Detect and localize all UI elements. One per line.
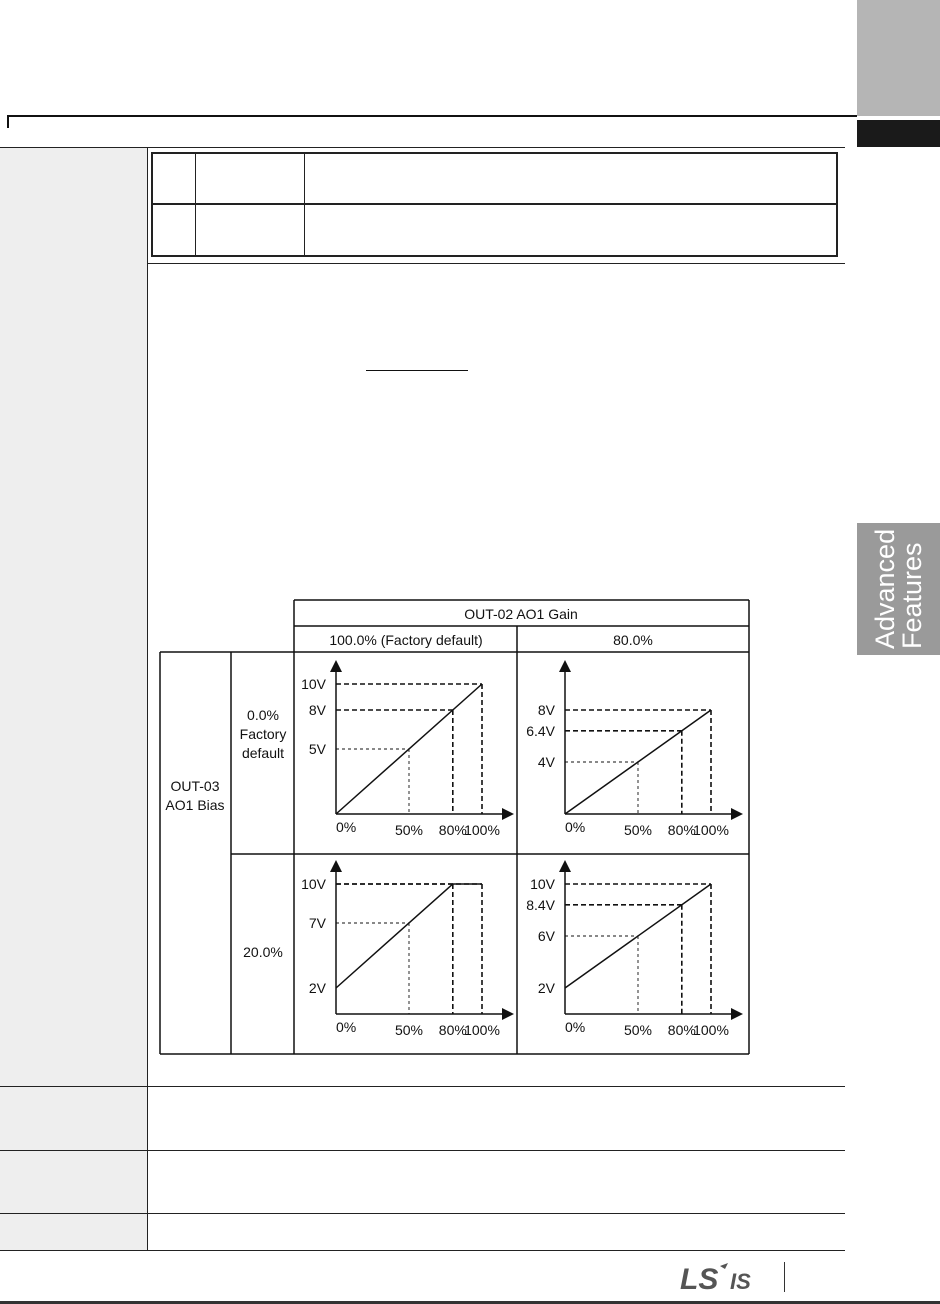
- y-tick-label: 5V: [308, 741, 326, 757]
- y-tick-label: 2V: [537, 980, 555, 996]
- bias-header-line1: OUT-03: [170, 778, 220, 794]
- bias-row2: 20.0%: [243, 944, 283, 960]
- footer-separator: [784, 1262, 785, 1292]
- x-tick-label: 50%: [623, 1022, 653, 1038]
- y-axis-arrow: [559, 860, 571, 872]
- section-tab-line2: Features: [896, 542, 927, 649]
- x-tick-label: 100%: [693, 1022, 729, 1038]
- y-tick-label: 6.4V: [526, 722, 555, 739]
- svg-text:LS: LS: [680, 1263, 719, 1294]
- output-line: [336, 684, 482, 814]
- gain-col-factory: 100.0% (Factory default): [329, 632, 483, 648]
- gain-col-80: 80.0%: [613, 632, 653, 648]
- x-tick-label: 0%: [565, 819, 586, 835]
- gain-header: OUT-02 AO1 Gain: [464, 606, 578, 622]
- x-tick-label: 80%: [667, 822, 696, 838]
- x-tick-label: 100%: [464, 822, 500, 838]
- y-axis-arrow: [330, 860, 342, 872]
- x-axis-arrow: [502, 808, 514, 820]
- x-tick-label: 100%: [693, 822, 729, 838]
- y-tick-label: 8V: [308, 702, 326, 718]
- x-tick-label: 80%: [667, 1022, 696, 1038]
- x-tick-label: 0%: [336, 819, 357, 835]
- y-tick-label: 10V: [301, 676, 326, 692]
- bias-row1-line3: default: [241, 745, 285, 761]
- y-tick-label: 10V: [301, 876, 326, 892]
- y-tick-label: 6V: [537, 928, 555, 944]
- x-tick-label: 80%: [438, 822, 467, 838]
- y-axis-arrow: [330, 660, 342, 672]
- x-axis-arrow: [731, 808, 743, 820]
- x-tick-label: 50%: [623, 822, 653, 838]
- x-tick-label: 80%: [438, 1022, 467, 1038]
- x-tick-label: 50%: [394, 822, 424, 838]
- x-tick-label: 0%: [336, 1019, 357, 1035]
- x-tick-label: 50%: [394, 1022, 424, 1038]
- x-axis-arrow: [731, 1008, 743, 1020]
- section-tab-line1: Advanced: [869, 528, 900, 649]
- bias-row1-line2: Factory: [239, 726, 287, 742]
- y-axis-arrow: [559, 660, 571, 672]
- svg-text:IS: IS: [730, 1269, 751, 1294]
- x-tick-label: 0%: [565, 1019, 586, 1035]
- bias-row1-line1: 0.0%: [247, 707, 279, 723]
- y-tick-label: 2V: [308, 980, 326, 996]
- y-tick-label: 7V: [308, 915, 326, 931]
- ls-is-logo: [680, 1262, 770, 1294]
- y-tick-label: 4V: [537, 754, 555, 770]
- x-tick-label: 100%: [464, 1022, 500, 1038]
- x-axis-arrow: [502, 1008, 514, 1020]
- y-tick-label: 8.4V: [526, 896, 555, 913]
- y-tick-label: 8V: [537, 702, 555, 718]
- bias-header-line2: AO1 Bias: [165, 797, 225, 813]
- y-tick-label: 10V: [530, 876, 555, 892]
